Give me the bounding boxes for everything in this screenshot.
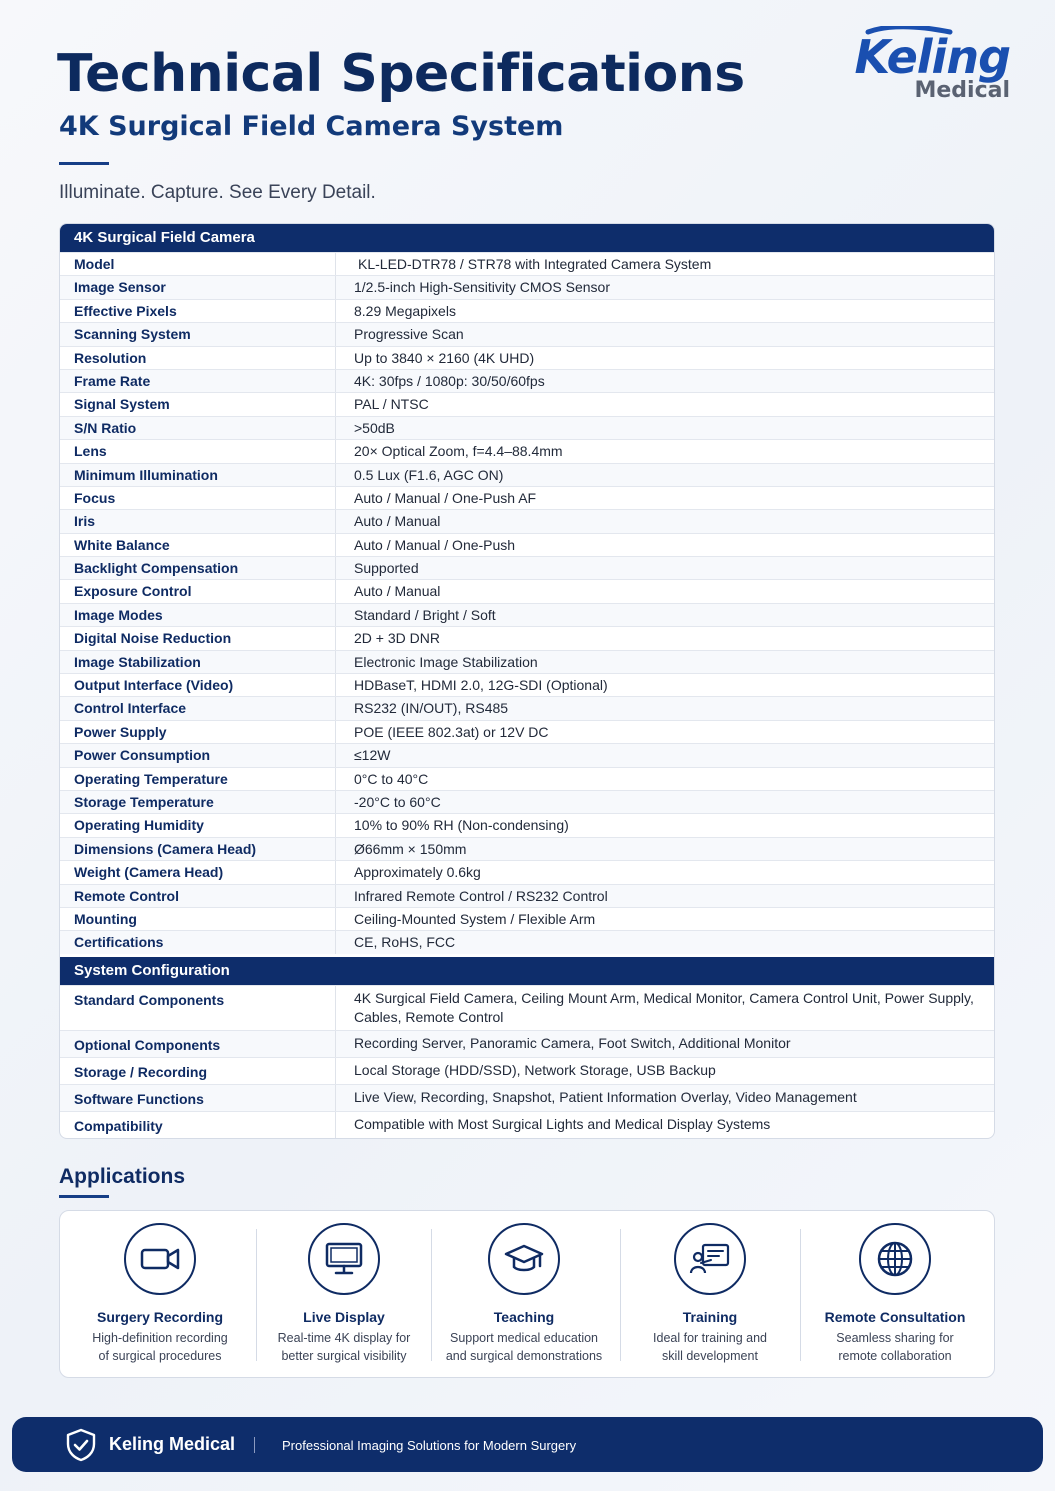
spec-label: Output Interface (Video) bbox=[60, 674, 336, 696]
spec-label: Power Supply bbox=[60, 721, 336, 743]
spec-label: Minimum Illumination bbox=[60, 464, 336, 486]
spec-value: POE (IEEE 802.3at) or 12V DC bbox=[354, 723, 549, 740]
spec-row bbox=[60, 837, 994, 860]
spec-value: PAL / NTSC bbox=[354, 396, 429, 413]
app-description: High-definition recording of surgical procedures bbox=[92, 1331, 228, 1363]
spec-label: Storage / Recording bbox=[60, 1058, 336, 1084]
spec-row bbox=[60, 720, 994, 743]
camera-section-header: 4K Surgical Field Camera bbox=[60, 224, 994, 252]
spec-row bbox=[60, 346, 994, 369]
spec-label: Lens bbox=[60, 440, 336, 462]
spec-row bbox=[60, 369, 994, 392]
app-name: Surgery Recording bbox=[96, 1309, 224, 1325]
spec-row bbox=[60, 790, 994, 813]
spec-value: 2D + 3D DNR bbox=[354, 630, 440, 647]
title-divider bbox=[59, 162, 109, 165]
spec-label: Mounting bbox=[60, 908, 336, 930]
footer-bar bbox=[12, 1417, 1043, 1472]
footer-separator bbox=[254, 1437, 255, 1453]
graduation-cap-icon bbox=[488, 1223, 560, 1295]
spec-row bbox=[60, 1030, 994, 1057]
spec-row bbox=[60, 416, 994, 439]
spec-value: Standard / Bright / Soft bbox=[354, 606, 496, 623]
spec-row bbox=[60, 439, 994, 462]
app-divider bbox=[620, 1229, 621, 1361]
spec-row bbox=[60, 275, 994, 298]
spec-value: 20× Optical Zoom, f=4.4–88.4mm bbox=[354, 443, 563, 460]
spec-value: Approximately 0.6kg bbox=[354, 864, 481, 881]
app-divider bbox=[431, 1229, 432, 1361]
spec-value: RS232 (IN/OUT), RS485 bbox=[354, 700, 509, 717]
application-training bbox=[628, 1211, 792, 1379]
spec-label: Image Modes bbox=[60, 604, 336, 626]
spec-value: Auto / Manual bbox=[354, 583, 441, 600]
system-config-rows bbox=[60, 985, 994, 1138]
spec-row bbox=[60, 1084, 994, 1111]
spec-label: Iris bbox=[60, 510, 336, 532]
spec-row bbox=[60, 1057, 994, 1084]
spec-row bbox=[60, 392, 994, 415]
presentation-icon bbox=[674, 1223, 746, 1295]
spec-value: 1/2.5-inch High-Sensitivity CMOS Sensor bbox=[354, 279, 610, 296]
spec-row bbox=[60, 673, 994, 696]
page-subtitle: 4K Surgical Field Camera System bbox=[59, 111, 564, 142]
spec-row bbox=[60, 884, 994, 907]
spec-value: Electronic Image Stabilization bbox=[354, 653, 538, 670]
spec-label: Operating Humidity bbox=[60, 814, 336, 836]
spec-label: Image Stabilization bbox=[60, 651, 336, 673]
spec-row bbox=[60, 985, 994, 1030]
spec-row bbox=[60, 907, 994, 930]
app-description: Real-time 4K display for better surgical visibility bbox=[277, 1331, 411, 1363]
app-description: Seamless sharing for remote collaboration bbox=[836, 1331, 954, 1363]
spec-value: Auto / Manual / One-Push AF bbox=[354, 489, 537, 506]
spec-value: 10% to 90% RH (Non-condensing) bbox=[354, 817, 569, 834]
spec-label: S/N Ratio bbox=[60, 417, 336, 439]
spec-value: Ceiling-Mounted System / Flexible Arm bbox=[354, 910, 596, 927]
app-name: Remote Consultation bbox=[824, 1309, 966, 1325]
spec-row bbox=[60, 252, 994, 275]
spec-row bbox=[60, 322, 994, 345]
spec-label: Digital Noise Reduction bbox=[60, 627, 336, 649]
spec-value: KL-LED-DTR78 / STR78 with Integrated Camera System bbox=[358, 256, 712, 272]
spec-label: Exposure Control bbox=[60, 580, 336, 602]
application-surgery-recording bbox=[72, 1211, 248, 1379]
logo-sub-text: Medical bbox=[914, 78, 1010, 103]
spec-value: 0°C to 40°C bbox=[354, 770, 429, 787]
spec-label: Weight (Camera Head) bbox=[60, 861, 336, 883]
spec-label: Optional Components bbox=[60, 1031, 336, 1057]
spec-table bbox=[59, 223, 995, 1139]
shield-check-icon bbox=[65, 1428, 97, 1462]
spec-value: Ø66mm × 150mm bbox=[354, 840, 467, 857]
spec-label: White Balance bbox=[60, 534, 336, 556]
app-description: Support medical education and surgical demonstrations bbox=[445, 1331, 603, 1363]
app-description: Ideal for training and skill development bbox=[653, 1331, 767, 1363]
spec-row bbox=[60, 463, 994, 486]
spec-label: Focus bbox=[60, 487, 336, 509]
applications-title: Applications bbox=[59, 1165, 186, 1188]
spec-row bbox=[60, 930, 994, 953]
spec-label: Compatibility bbox=[60, 1112, 336, 1138]
spec-value: 4K Surgical Field Camera, Ceiling Mount Arm, Medical Monitor, Camera Control Unit, Power Supply, Cables, Remote Control bbox=[354, 989, 974, 1025]
spec-row bbox=[60, 509, 994, 532]
spec-label: Software Functions bbox=[60, 1085, 336, 1111]
app-name: Training bbox=[682, 1309, 738, 1325]
spec-row bbox=[60, 603, 994, 626]
monitor-icon bbox=[308, 1223, 380, 1295]
spec-label: Effective Pixels bbox=[60, 300, 336, 322]
spec-label: Dimensions (Camera Head) bbox=[60, 838, 336, 860]
spec-value: Supported bbox=[354, 560, 419, 577]
spec-row bbox=[60, 696, 994, 719]
application-live-display bbox=[265, 1211, 423, 1379]
page-title: Technical Specifications bbox=[57, 44, 745, 104]
app-name: Teaching bbox=[493, 1309, 555, 1325]
spec-value: Infrared Remote Control / RS232 Control bbox=[354, 887, 608, 904]
spec-label: Resolution bbox=[60, 347, 336, 369]
application-remote-consultation bbox=[810, 1211, 980, 1379]
spec-label: Model bbox=[60, 253, 336, 275]
spec-row bbox=[60, 743, 994, 766]
spec-label: Scanning System bbox=[60, 323, 336, 345]
spec-label: Operating Temperature bbox=[60, 768, 336, 790]
applications-divider bbox=[59, 1195, 109, 1198]
spec-label: Control Interface bbox=[60, 697, 336, 719]
spec-value: 8.29 Megapixels bbox=[354, 302, 456, 319]
spec-row bbox=[60, 650, 994, 673]
tagline: Illuminate. Capture. See Every Detail. bbox=[59, 182, 376, 203]
spec-value: Auto / Manual / One-Push bbox=[354, 536, 516, 553]
spec-value: Live View, Recording, Snapshot, Patient Information Overlay, Video Management bbox=[354, 1088, 857, 1105]
footer-tagline: Professional Imaging Solutions for Modern Surgery bbox=[282, 1438, 577, 1453]
spec-value: HDBaseT, HDMI 2.0, 12G-SDI (Optional) bbox=[354, 677, 608, 694]
spec-row bbox=[60, 1111, 994, 1138]
spec-label: Remote Control bbox=[60, 885, 336, 907]
spec-row bbox=[60, 813, 994, 836]
spec-label: Signal System bbox=[60, 393, 336, 415]
spec-value: Local Storage (HDD/SSD), Network Storage, USB Backup bbox=[354, 1061, 716, 1078]
app-divider bbox=[256, 1229, 257, 1361]
spec-value: >50dB bbox=[354, 419, 395, 436]
spec-value: 4K: 30fps / 1080p: 30/50/60fps bbox=[354, 372, 545, 389]
spec-row bbox=[60, 486, 994, 509]
spec-value: Auto / Manual bbox=[354, 513, 441, 530]
spec-value: 0.5 Lux (F1.6, AGC ON) bbox=[354, 466, 504, 483]
spec-value: Up to 3840 × 2160 (4K UHD) bbox=[354, 349, 535, 366]
spec-row bbox=[60, 860, 994, 883]
logo-brand-text: Keling bbox=[854, 30, 1010, 84]
spec-value: ≤12W bbox=[354, 747, 391, 764]
application-teaching bbox=[438, 1211, 610, 1379]
spec-label: Power Consumption bbox=[60, 744, 336, 766]
spec-value: Progressive Scan bbox=[354, 326, 464, 343]
camera-spec-rows bbox=[60, 252, 994, 954]
spec-value: Recording Server, Panoramic Camera, Foot Switch, Additional Monitor bbox=[354, 1034, 791, 1051]
spec-row bbox=[60, 767, 994, 790]
spec-value: CE, RoHS, FCC bbox=[354, 934, 456, 951]
app-name: Live Display bbox=[303, 1309, 385, 1325]
video-camera-icon bbox=[124, 1223, 196, 1295]
spec-row bbox=[60, 299, 994, 322]
spec-value: Compatible with Most Surgical Lights and Medical Display Systems bbox=[354, 1115, 771, 1132]
spec-row bbox=[60, 626, 994, 649]
spec-label: Certifications bbox=[60, 931, 336, 953]
spec-label: Standard Components bbox=[60, 986, 336, 1030]
spec-label: Storage Temperature bbox=[60, 791, 336, 813]
spec-label: Backlight Compensation bbox=[60, 557, 336, 579]
system-section-header: System Configuration bbox=[60, 957, 994, 985]
brand-logo bbox=[848, 22, 1018, 106]
footer-brand: Keling Medical bbox=[109, 1434, 236, 1454]
applications-panel bbox=[59, 1210, 995, 1378]
spec-value: -20°C to 60°C bbox=[354, 793, 441, 810]
spec-label: Image Sensor bbox=[60, 276, 336, 298]
globe-icon bbox=[859, 1223, 931, 1295]
spec-row bbox=[60, 579, 994, 602]
spec-row bbox=[60, 556, 994, 579]
app-divider bbox=[800, 1229, 801, 1361]
spec-row bbox=[60, 533, 994, 556]
spec-label: Frame Rate bbox=[60, 370, 336, 392]
